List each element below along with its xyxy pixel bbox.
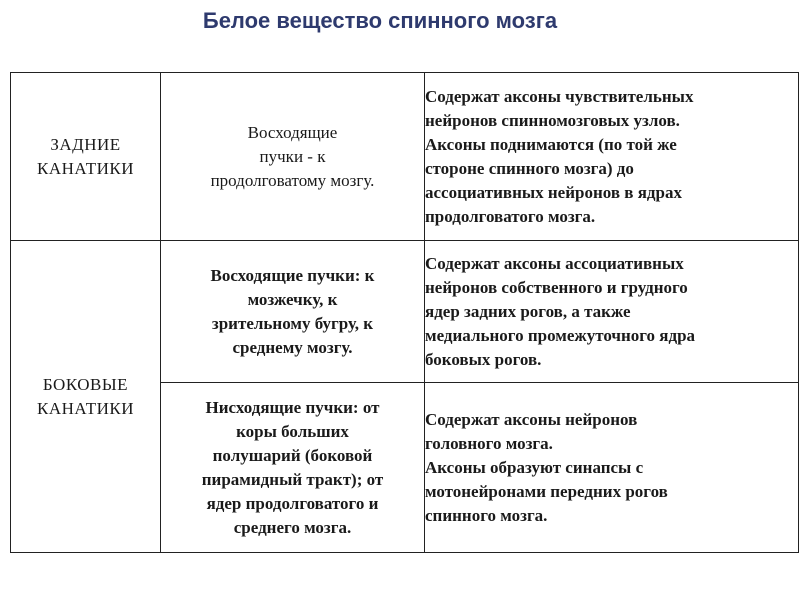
table-row <box>11 241 799 383</box>
description-line: Аксоны образуют синапсы с <box>425 457 644 477</box>
description-line: ядер задних рогов, а также <box>425 301 631 321</box>
fascicles-line: среднему мозгу. <box>232 337 353 357</box>
fascicles-line: продолговатому мозгу. <box>210 170 375 190</box>
fascicles-line: мозжечку, к <box>247 289 338 309</box>
description-line: Содержат аксоны чувствительных <box>425 86 694 106</box>
description-line: нейронов собственного и грудного <box>425 277 688 297</box>
description-line: медиального промежуточного ядра <box>425 325 696 345</box>
description-cell <box>425 241 799 383</box>
group-label: КАНАТИКИ <box>37 158 134 178</box>
fascicles-line: пирамидный тракт); от <box>201 469 384 489</box>
description-line: Содержат аксоны ассоциативных <box>425 253 684 273</box>
group-label: КАНАТИКИ <box>37 398 134 418</box>
description-line: Аксоны поднимаются (по той же <box>425 134 677 154</box>
fascicles-cell <box>161 383 425 553</box>
group-cell-posterior <box>11 73 161 241</box>
description-line: головного мозга. <box>425 433 553 453</box>
fascicles-line: Восходящие пучки: к <box>210 265 375 285</box>
fascicles-line: ядер продолговатого и <box>206 493 379 513</box>
fascicles-line: среднего мозга. <box>233 517 352 537</box>
description-line: Содержат аксоны нейронов <box>425 409 638 429</box>
fascicles-line: полушарий (боковой <box>212 445 373 465</box>
description-line: продолговатого мозга. <box>425 206 596 226</box>
description-cell <box>425 383 799 553</box>
description-line: боковых рогов. <box>425 349 542 369</box>
fascicles-cell <box>161 73 425 241</box>
group-label: ЗАДНИЕ <box>50 134 121 154</box>
description-line: стороне спинного мозга) до <box>425 158 634 178</box>
page-title: Белое вещество спинного мозга <box>202 8 558 33</box>
description-line: ассоциативных нейронов в ядрах <box>425 182 682 202</box>
fascicles-line: коры больших <box>236 421 349 441</box>
description-line: нейронов спинномозговых узлов. <box>425 110 680 130</box>
group-label: БОКОВЫЕ <box>42 374 129 394</box>
fascicles-line: зрительному бугру, к <box>211 313 374 333</box>
white-matter-table <box>10 72 799 553</box>
group-cell-lateral <box>11 241 161 553</box>
description-cell <box>425 73 799 241</box>
fascicles-line: Восходящие <box>247 122 338 142</box>
fascicles-line: Нисходящие пучки: от <box>205 397 380 417</box>
description-line: мотонейронами передних рогов <box>425 481 668 501</box>
fascicles-cell <box>161 241 425 383</box>
table-row <box>11 73 799 241</box>
fascicles-line: пучки - к <box>259 146 326 166</box>
description-line: спинного мозга. <box>425 505 548 525</box>
